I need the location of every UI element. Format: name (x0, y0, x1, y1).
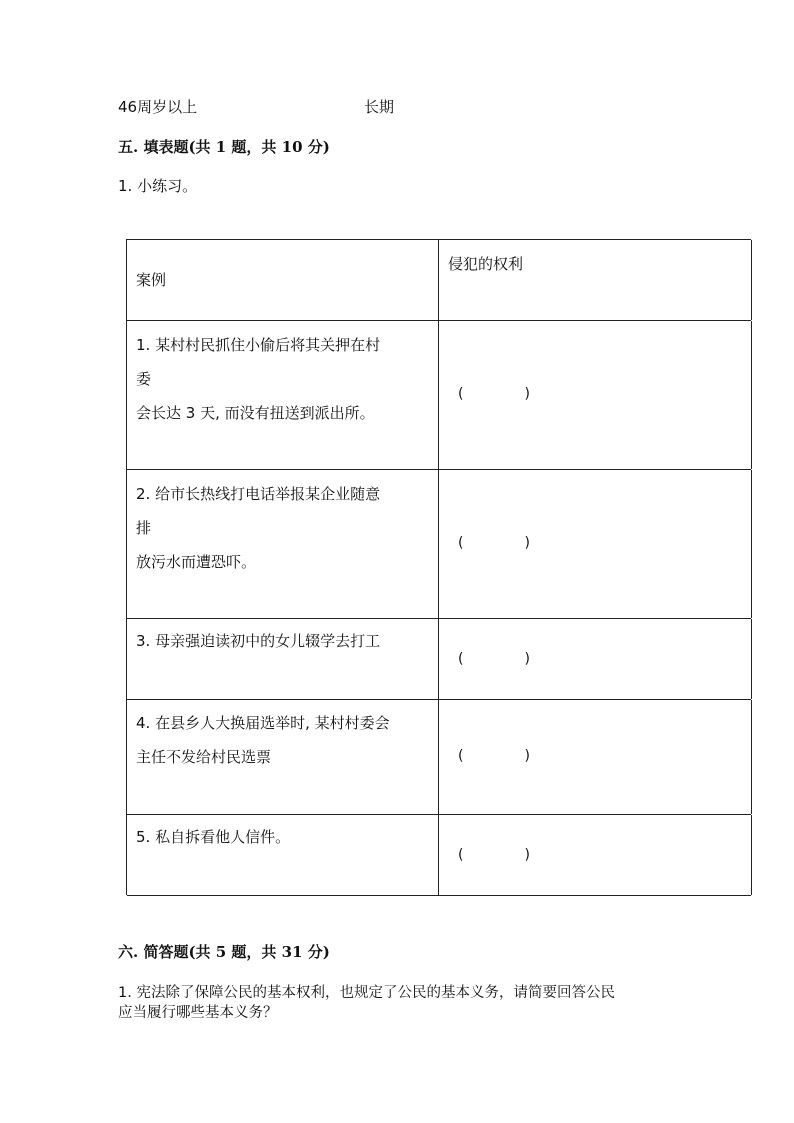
table-row-4 (127, 700, 751, 815)
case-text-1: 1. 某村村民抓住小偷后将其关押在村 委 会长达 3 天, 而没有扭送到派出所。 (136, 336, 381, 422)
answer-blank-2[interactable]: ( ) (458, 535, 530, 551)
answer-cell-5 (439, 815, 752, 895)
case-cell-2 (127, 470, 439, 618)
case-text-3: 3. 母亲强迫读初中的女儿辍学去打工 (136, 632, 381, 650)
table-row-1 (127, 321, 751, 470)
answer-blank-5[interactable]: ( ) (458, 847, 530, 863)
section-6-question-line-2: 应当履行哪些基本义务？ (118, 1005, 278, 1021)
carryover-age-text: 46周岁以上 (118, 98, 198, 116)
answer-blank-3[interactable]: ( ) (458, 651, 530, 667)
header-right-cell (439, 240, 752, 320)
table-row-5 (127, 815, 751, 896)
answer-blank-1[interactable]: ( ) (458, 386, 530, 402)
case-cell-4 (127, 700, 439, 814)
header-case-label: 案例 (136, 271, 167, 289)
header-case-cell (127, 240, 439, 320)
rights-table (126, 239, 751, 895)
carryover-duration-text: 长期 (364, 98, 395, 116)
answer-cell-4 (439, 700, 752, 814)
table-header-row (127, 240, 751, 321)
section-6-heading: 六. 简答题(共 5 题，共 31 分) (118, 943, 330, 961)
table-row-3 (127, 619, 751, 700)
answer-blank-4[interactable]: ( ) (458, 748, 530, 764)
case-cell-3 (127, 619, 439, 699)
case-text-2: 2. 给市长热线打电话举报某企业随意 排 放污水而遭恐吓。 (136, 485, 381, 571)
section-5-question: 1. 小练习。 (118, 177, 198, 195)
answer-cell-3 (439, 619, 752, 699)
table-row-2 (127, 470, 751, 619)
answer-cell-1 (439, 321, 752, 469)
answer-cell-2 (439, 470, 752, 618)
case-cell-1 (127, 321, 439, 469)
case-text-5: 5. 私自拆看他人信件。 (136, 828, 291, 846)
section-6-question-line-1: 1. 宪法除了保障公民的基本权利，也规定了公民的基本义务，请简要回答公民 (118, 985, 615, 1001)
section-5-heading: 五. 填表题(共 1 题，共 10 分) (118, 138, 330, 156)
header-right-label: 侵犯的权利 (448, 255, 524, 273)
case-cell-5 (127, 815, 439, 895)
case-text-4: 4. 在县乡人大换届选举时, 某村村委会 主任不发给村民选票 (136, 714, 390, 766)
